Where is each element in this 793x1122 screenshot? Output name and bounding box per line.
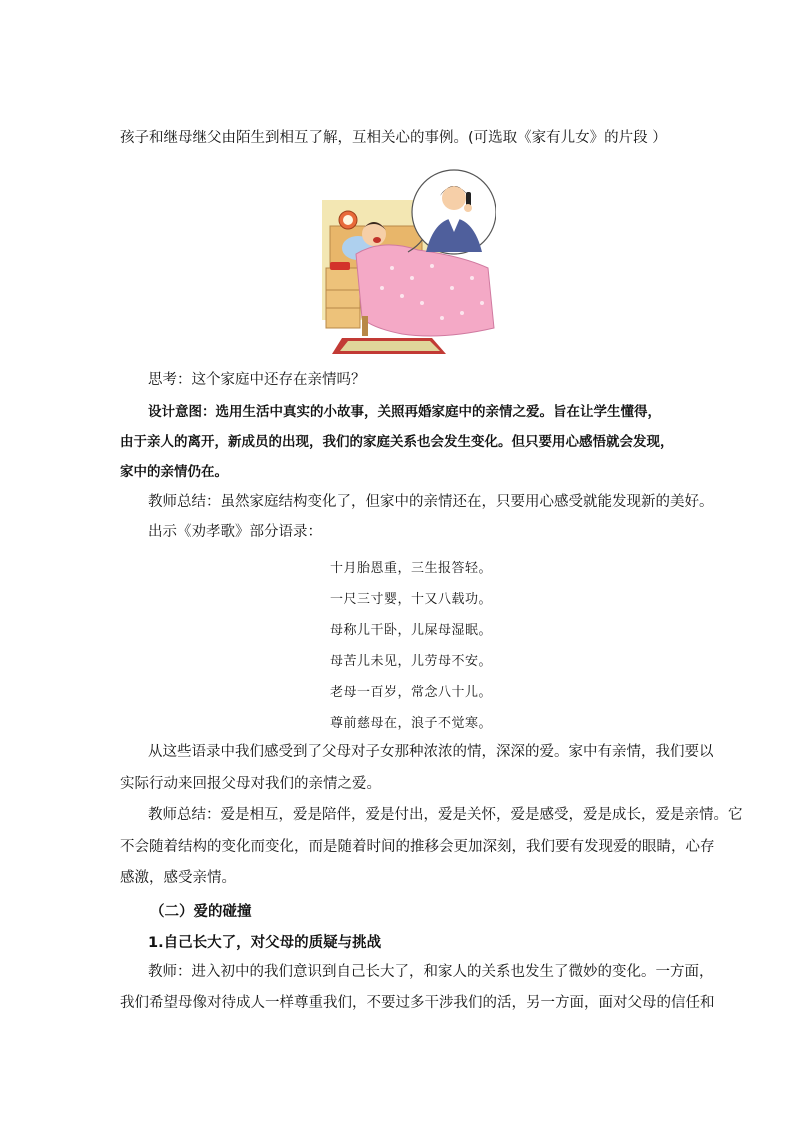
poem-line-4: 母苦儿未见，儿劳母不安。 — [330, 654, 493, 669]
poem-line-2: 一尺三寸婴，十又八载功。 — [330, 592, 493, 607]
teacher-paragraph-line-1: 教师：进入初中的我们意识到自己长大了，和家人的关系也发生了微妙的变化。一方面， — [148, 964, 714, 980]
design-intent-line-2: 由于亲人的离开，新成员的出现，我们的家庭关系也会发生变化。但只要用心感悟就会发现， — [120, 434, 674, 450]
poem-line-5: 老母一百岁，常念八十儿。 — [330, 685, 493, 700]
think-question: 思考：这个家庭中还存在亲情吗？ — [148, 372, 366, 388]
poem-line-3: 母称儿干卧，儿屎母湿眠。 — [330, 623, 493, 638]
feel-paragraph-line-2: 实际行动来回报父母对我们的亲情之爱。 — [120, 776, 381, 792]
feel-paragraph-line-1: 从这些语录中我们感受到了父母对子女那种浓浓的情，深深的爱。家中有亲情，我们要以 — [148, 744, 714, 760]
intro-line: 孩子和继母继父由陌生到相互了解，互相关心的事例。(可选取《家有儿女》的片段 ） — [120, 130, 667, 146]
subsection-heading: 1.自己长大了，对父母的质疑与挑战 — [148, 935, 382, 951]
illustration-child-on-phone — [322, 168, 496, 356]
teacher-paragraph-line-2: 我们希望母像对待成人一样尊重我们，不要过多干涉我们的活，另一方面，面对父母的信任和 — [120, 995, 715, 1011]
teacher-summary-2-line-1: 教师总结：爱是相互，爱是陪伴，爱是付出，爱是关怀，爱是感受，爱是成长，爱是亲情。它 — [148, 807, 743, 823]
show-poem-intro: 出示《劝孝歌》部分语录： — [148, 524, 322, 540]
teacher-summary-2-line-3: 感激，感受亲情。 — [120, 870, 236, 886]
teacher-summary-1: 教师总结：虽然家庭结构变化了，但家中的亲情还在，只要用心感受就能发现新的美好。 — [148, 494, 714, 510]
poem-line-1: 十月胎恩重，三生报答轻。 — [330, 561, 493, 576]
design-intent-line-1: 设计意图：选用生活中真实的小故事，关照再婚家庭中的亲情之爱。旨在让学生懂得， — [148, 404, 661, 420]
design-intent-line-3: 家中的亲情仍在。 — [120, 464, 228, 480]
poem-line-6: 尊前慈母在，浪子不觉寒。 — [330, 716, 493, 731]
teacher-summary-2-line-2: 不会随着结构的变化而变化，而是随着时间的推移会更加深刻，我们要有发现爱的眼睛，心存 — [120, 839, 715, 855]
section-heading: （二）爱的碰撞 — [150, 904, 252, 920]
